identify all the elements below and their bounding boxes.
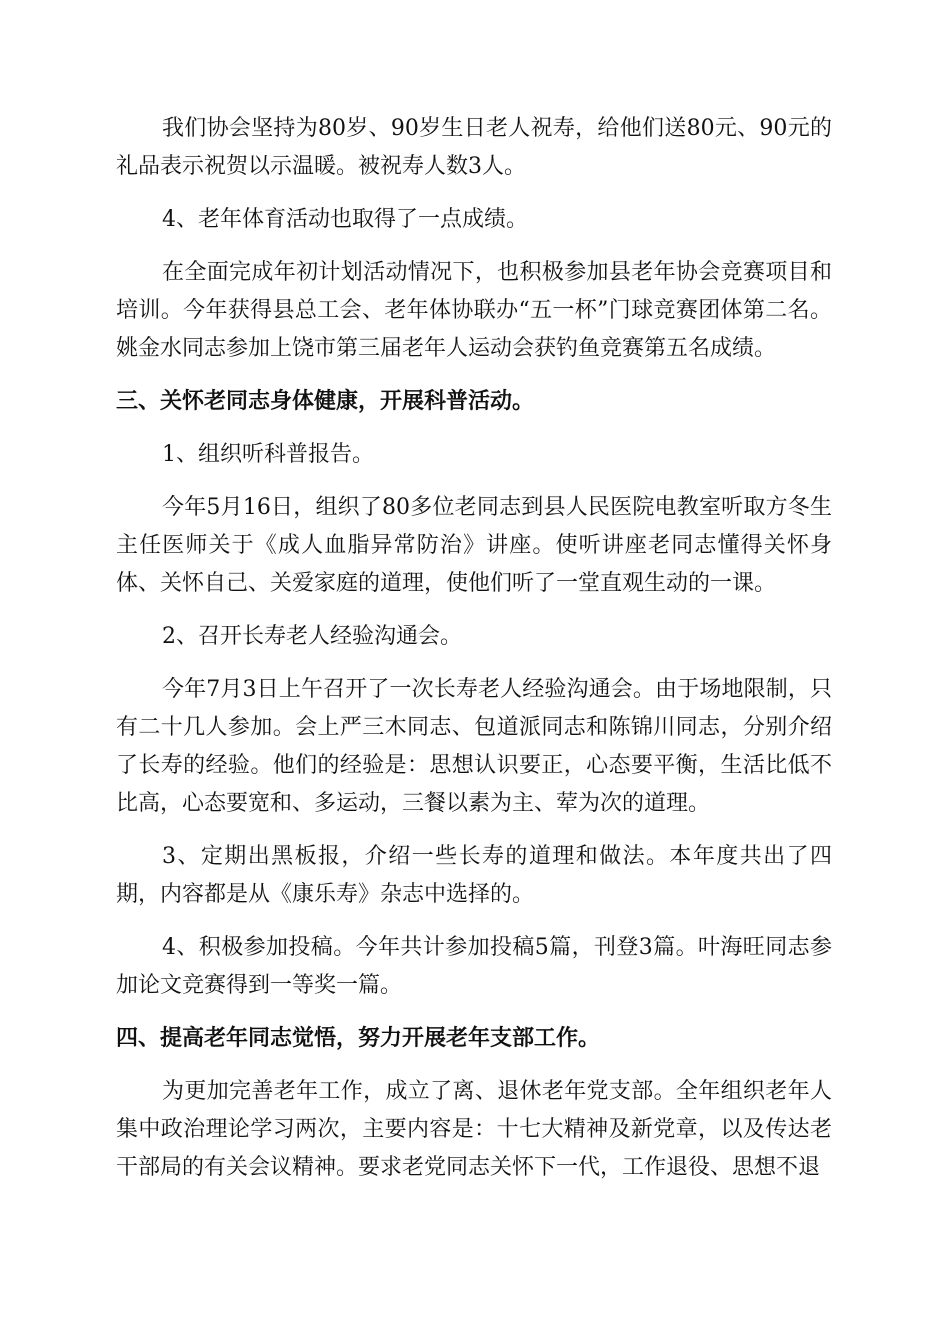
paragraph-longevity-meeting-item: 2、召开长寿老人经验沟通会。 — [162, 624, 462, 649]
paragraph-sports-item: 4、老年体育活动也取得了一点成绩。 — [162, 207, 528, 232]
paragraph-science-report-detail: 今年5月16日，组织了80多位老同志到县人民医院电教室听取方冬生主任医师关于《成人血脂异常防治》讲座。使听讲座老同志懂得关怀身体、关怀自己、关爱家庭的道理，使他们听了一堂直观生动的一课。 — [116, 495, 832, 596]
paragraph-science-report-item: 1、组织听科普报告。 — [162, 442, 374, 467]
paragraph-longevity-meeting-detail: 今年7月3日上午召开了一次长寿老人经验沟通会。由于场地限制，只有二十几人参加。会上严三木同志、包道派同志和陈锦川同志，分别介绍了长寿的经验。他们的经验是：思想认识要正，心态要平衡，生活比低不比高，心态要宽和、多运动，三餐以素为主、荤为次的道理。 — [116, 677, 832, 816]
paragraph-party-branch: 为更加完善老年工作，成立了离、退休老年党支部。全年组织老年人集中政治理论学习两次，主要内容是：十七大精神及新党章，以及传达老干部局的有关会议精神。要求老党同志关怀下一代，工作退役、思想不退 — [116, 1079, 832, 1180]
paragraph-blackboard: 3、定期出黑板报，介绍一些长寿的道理和做法。本年度共出了四期，内容都是从《康乐寿》杂志中选择的。 — [116, 844, 832, 907]
section-heading-4: 四、提高老年同志觉悟，努力开展老年支部工作。 — [116, 1026, 601, 1051]
paragraph-sports-results: 在全面完成年初计划活动情况下，也积极参加县老年协会竞赛项目和培训。今年获得县总工会、老年体协联办“五一杯”门球竞赛团体第二名。姚金水同志参加上饶市第三届老年人运动会获钓鱼竞赛第五名成绩。 — [116, 260, 832, 361]
paragraph-birthday-celebration: 我们协会坚持为80岁、90岁生日老人祝寿，给他们送80元、90元的礼品表示祝贺以示温暖。被祝寿人数3人。 — [116, 116, 832, 179]
paragraph-submissions: 4、积极参加投稿。今年共计参加投稿5篇，刊登3篇。叶海旺同志参加论文竞赛得到一等奖一篇。 — [116, 935, 832, 998]
section-heading-3: 三、关怀老同志身体健康，开展科普活动。 — [116, 389, 535, 414]
document-body — [116, 110, 832, 1202]
